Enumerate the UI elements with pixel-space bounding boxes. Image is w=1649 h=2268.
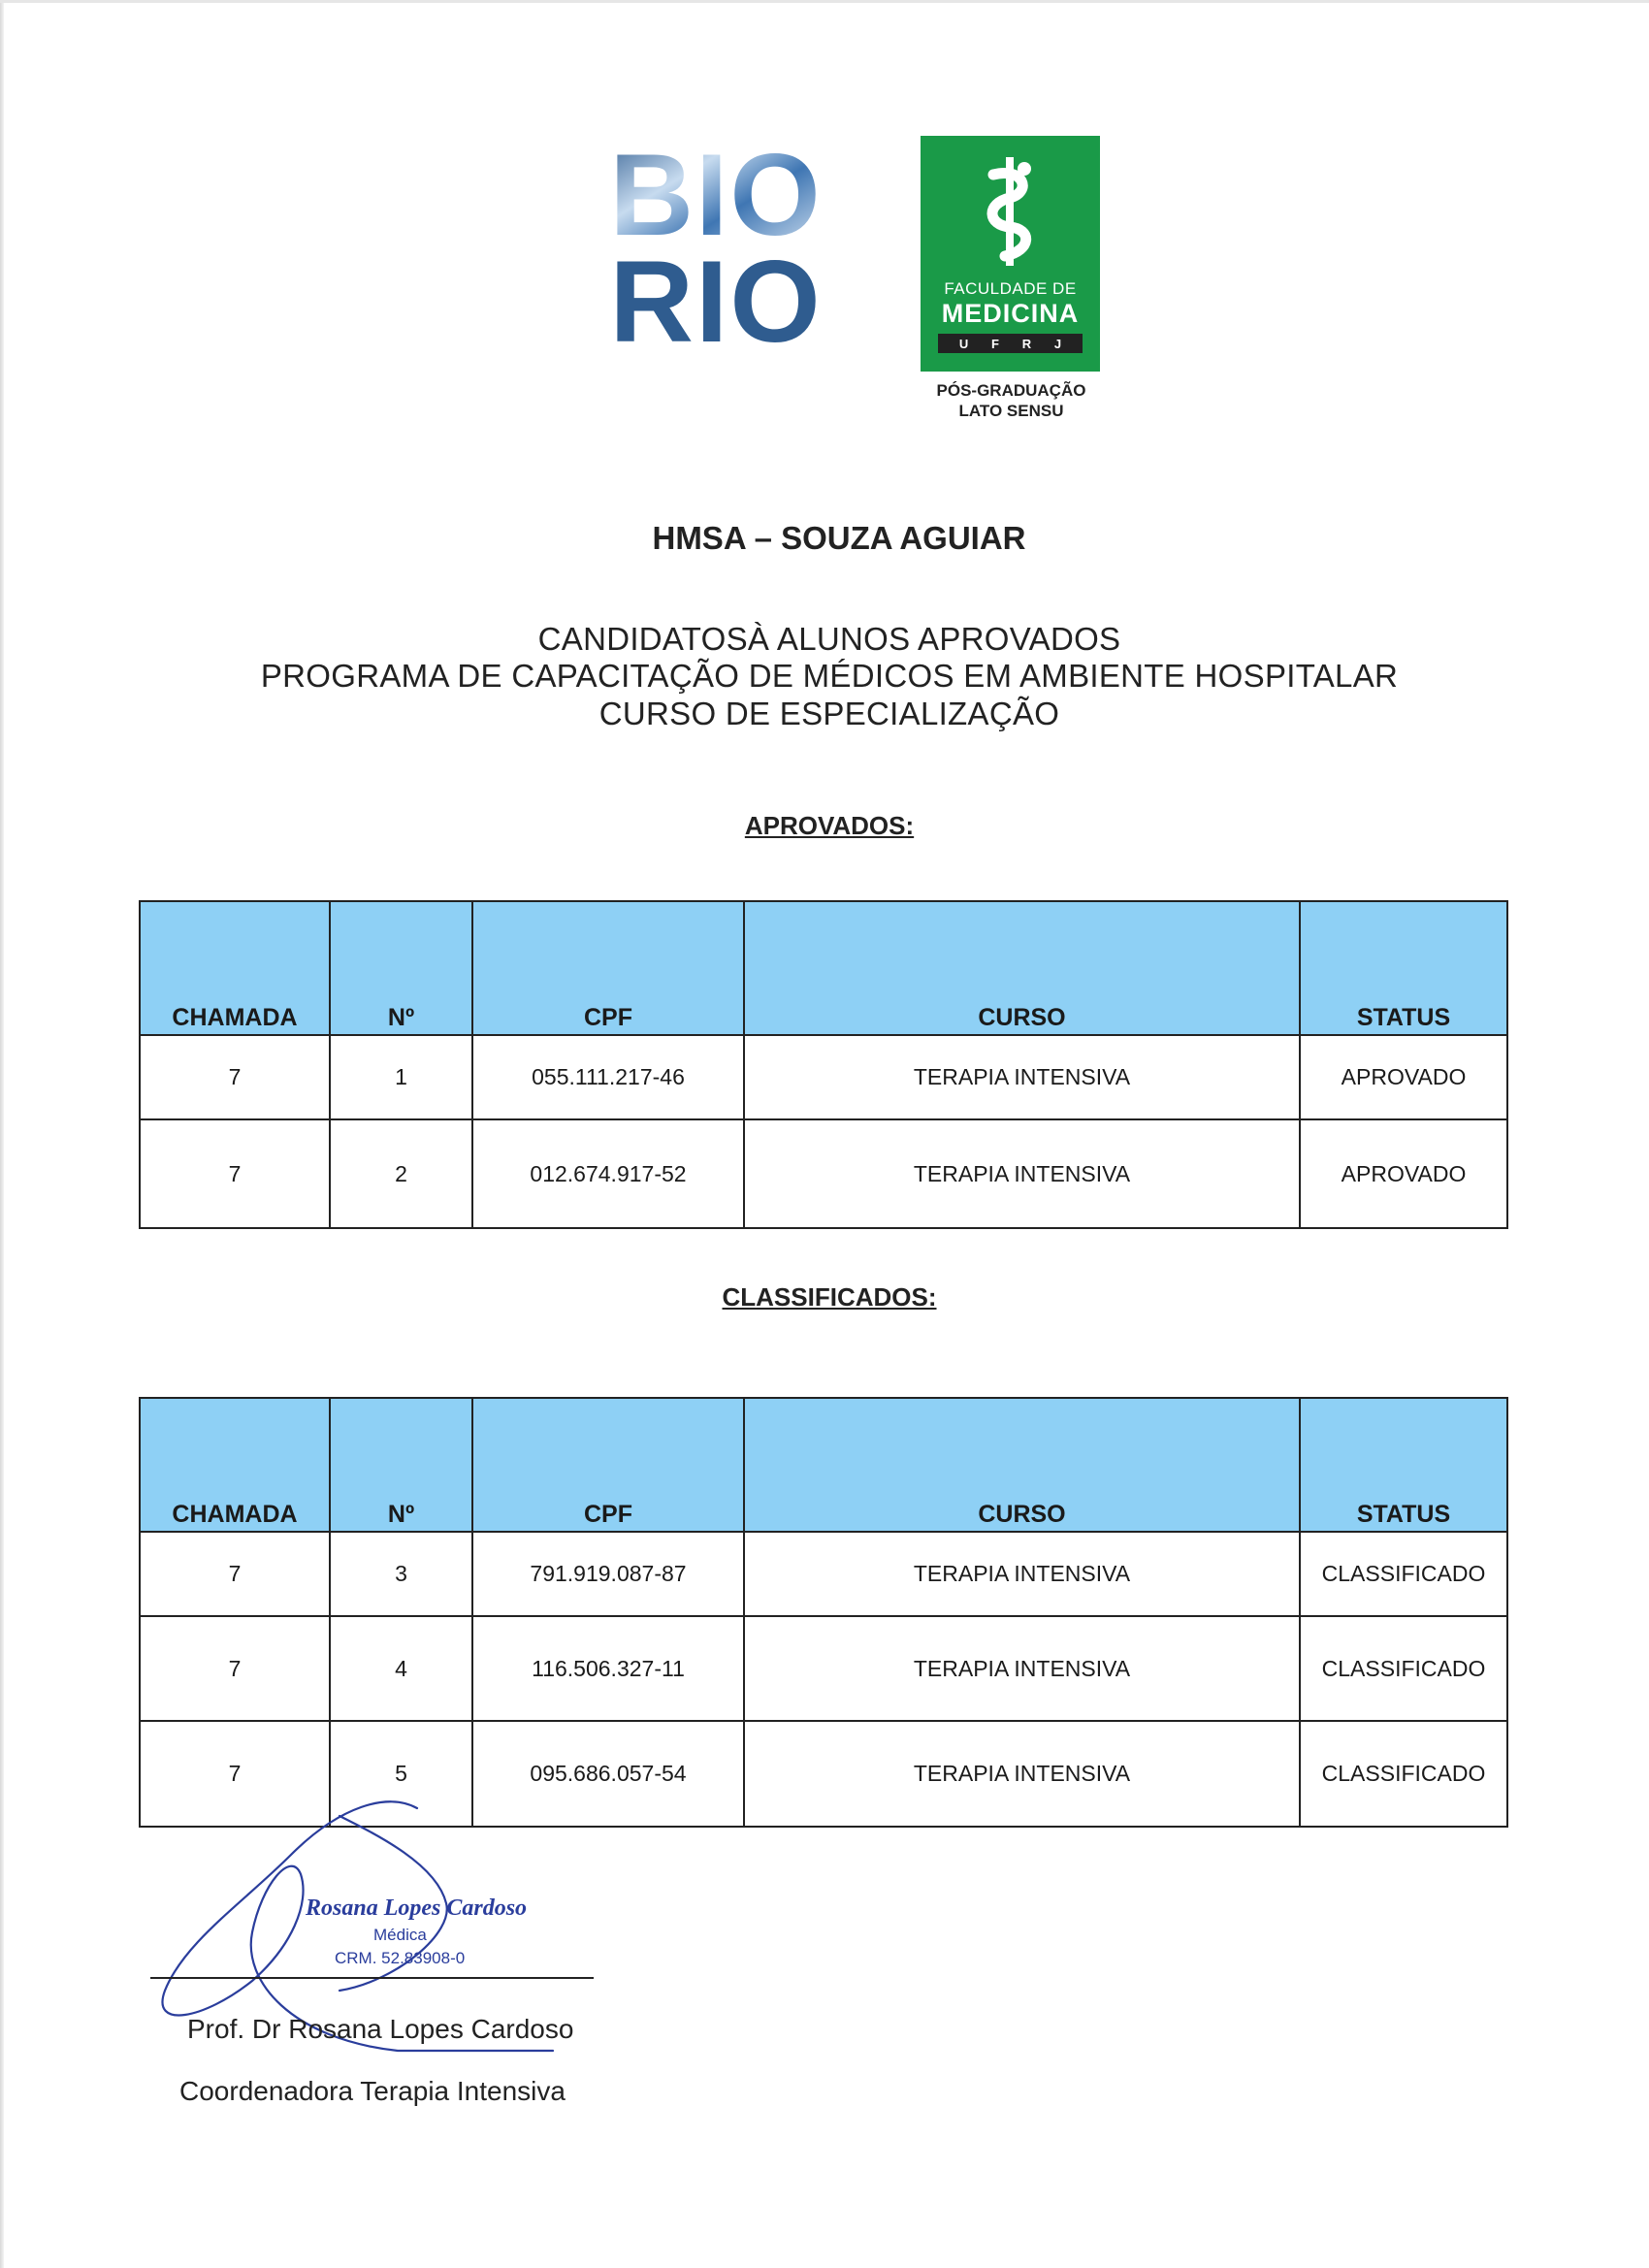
ufrj-caption-line: LATO SENSU	[958, 402, 1064, 420]
approved-section-label: APROVADOS:	[744, 811, 915, 840]
ufrj-letter: U	[958, 336, 969, 351]
cell-status: CLASSIFICADO	[1321, 1655, 1486, 1681]
approved-table	[139, 900, 1508, 1229]
aesculapius-icon	[976, 153, 1044, 270]
ufrj-caption-line: PÓS-GRADUAÇÃO	[936, 381, 1086, 400]
cell-curso: TERAPIA INTENSIVA	[745, 1722, 1301, 1826]
cell-curso: TERAPIA INTENSIVA	[745, 1533, 1301, 1615]
cell-chamada: 7	[141, 1617, 331, 1720]
signature-line	[150, 1977, 594, 1979]
cell-numero: 3	[331, 1533, 473, 1615]
subtitle-line-1: CANDIDATOSÀ ALUNOS APROVADOS	[537, 621, 1121, 657]
table-row	[141, 1120, 1506, 1227]
cell-status: CLASSIFICADO	[1321, 1761, 1486, 1786]
cell-chamada: 7	[141, 1722, 331, 1826]
svg-text:Rosana Lopes Cardoso: Rosana Lopes Cardoso	[306, 1895, 528, 1921]
ufrj-letter: R	[1021, 336, 1032, 351]
column-header-numero: Nº	[331, 902, 473, 1034]
cell-curso: TERAPIA INTENSIVA	[745, 1036, 1301, 1118]
ufrj-letter: F	[991, 336, 999, 351]
ufrj-caption	[892, 380, 1130, 421]
column-header-chamada: CHAMADA	[141, 1399, 331, 1531]
cell-chamada: 7	[141, 1533, 331, 1615]
cell-status: APROVADO	[1341, 1064, 1467, 1089]
cell-numero: 4	[331, 1617, 473, 1720]
cell-curso: TERAPIA INTENSIVA	[745, 1120, 1301, 1227]
column-header-status: STATUS	[1356, 1501, 1451, 1528]
svg-text:CRM. 52.83908-0: CRM. 52.83908-0	[335, 1949, 466, 1967]
cell-numero: 2	[331, 1120, 473, 1227]
classified-table	[139, 1397, 1508, 1828]
ufrj-logo	[921, 136, 1100, 372]
cell-cpf: 012.674.917-52	[473, 1120, 745, 1227]
biorio-logo	[580, 138, 852, 349]
cell-chamada: 7	[141, 1036, 331, 1118]
column-header-chamada: CHAMADA	[141, 902, 331, 1034]
table-header-row	[141, 902, 1506, 1036]
signatory-name: Prof. Dr Rosana Lopes Cardoso	[187, 2014, 574, 2044]
column-header-numero: Nº	[331, 1399, 473, 1531]
cell-numero: 5	[331, 1722, 473, 1826]
column-header-status: STATUS	[1356, 1004, 1451, 1031]
cell-curso: TERAPIA INTENSIVA	[745, 1617, 1301, 1720]
column-header-curso: CURSO	[745, 902, 1301, 1034]
cell-cpf: 055.111.217-46	[473, 1036, 745, 1118]
cell-status: CLASSIFICADO	[1321, 1561, 1486, 1586]
svg-text:Médica: Médica	[373, 1926, 427, 1944]
page-title: HMSA – SOUZA AGUIAR	[652, 520, 1026, 556]
column-header-cpf: CPF	[473, 1399, 745, 1531]
ufrj-medicina-label: MEDICINA	[941, 299, 1080, 328]
classified-section-label: CLASSIFICADOS:	[722, 1282, 937, 1312]
page-edge-left	[0, 0, 4, 2268]
cell-status: APROVADO	[1341, 1160, 1467, 1186]
page-edge-top	[0, 0, 1649, 3]
table-row	[141, 1036, 1506, 1120]
ufrj-letters-bar	[938, 334, 1083, 353]
table-header-row	[141, 1399, 1506, 1533]
svg-text:RIO: RIO	[609, 237, 823, 349]
subtitle-line-3: CURSO DE ESPECIALIZAÇÃO	[598, 696, 1060, 731]
signatory-role: Coordenadora Terapia Intensiva	[179, 2076, 566, 2106]
cell-chamada: 7	[141, 1120, 331, 1227]
column-header-cpf: CPF	[473, 902, 745, 1034]
svg-text:BIO: BIO	[609, 138, 823, 260]
table-row	[141, 1617, 1506, 1722]
cell-cpf: 116.506.327-11	[473, 1617, 745, 1720]
cell-cpf: 791.919.087-87	[473, 1533, 745, 1615]
ufrj-faculdade-label: FACULDADE DE	[944, 279, 1077, 298]
column-header-curso: CURSO	[745, 1399, 1301, 1531]
ufrj-letter: J	[1053, 336, 1062, 351]
table-row	[141, 1533, 1506, 1617]
cell-numero: 1	[331, 1036, 473, 1118]
cell-cpf: 095.686.057-54	[473, 1722, 745, 1826]
subtitle-line-2: PROGRAMA DE CAPACITAÇÃO DE MÉDICOS EM AMBIENTE HOSPITALAR	[260, 658, 1399, 694]
